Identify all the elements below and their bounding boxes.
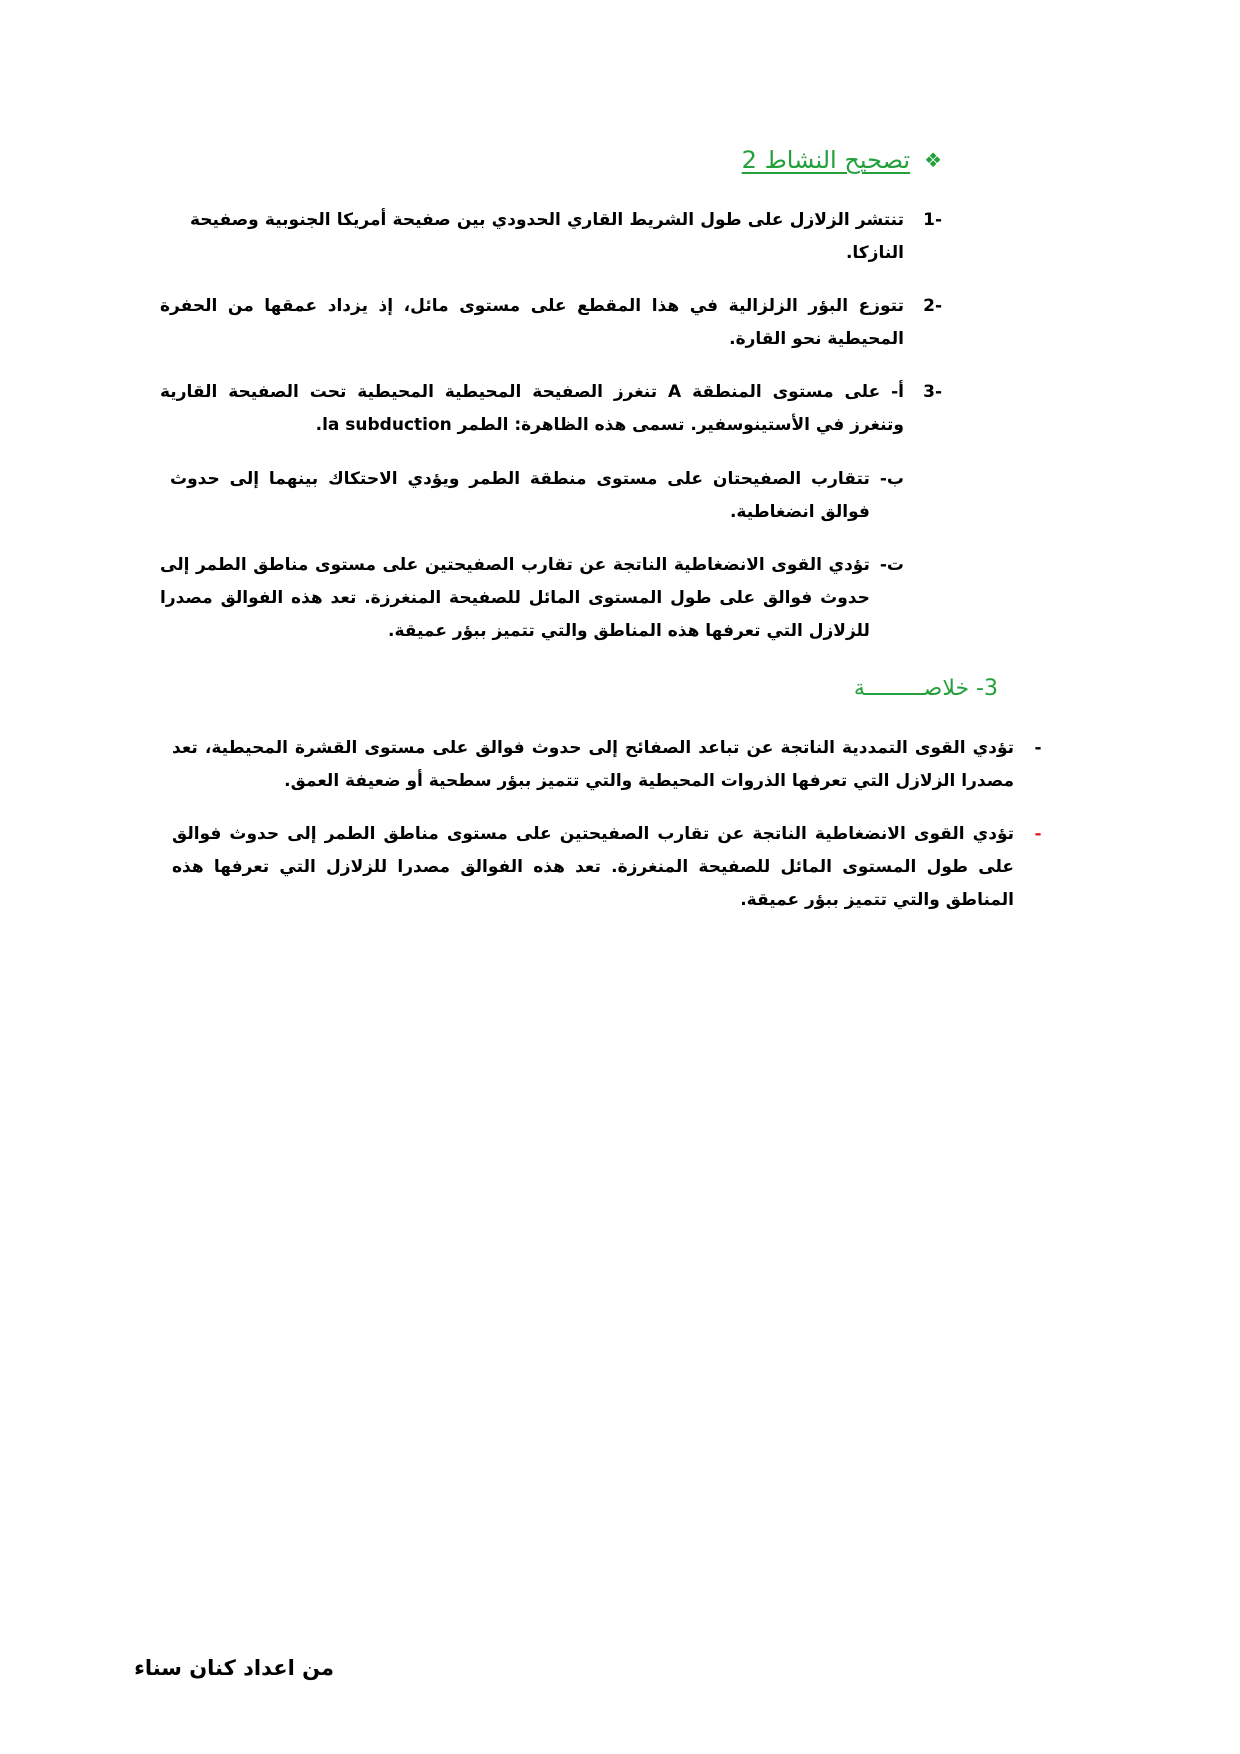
bullet-dash: - bbox=[1034, 824, 1042, 844]
summary-heading: 3- خلاصـــــــــة bbox=[853, 676, 998, 701]
answer-item-3b bbox=[170, 463, 904, 529]
sub-text: تتقارب الصفيحتان على مستوى منطقة الطمر ويؤدي الاحتكاك بينهما إلى حدوث فوالق انضغاطية. bbox=[170, 469, 870, 522]
answer-item-3c bbox=[160, 549, 904, 648]
answer-item-3a bbox=[160, 376, 942, 442]
answer-number: -3 bbox=[923, 382, 942, 402]
sub-mark: ت- bbox=[879, 555, 904, 575]
diamond-bullet-icon: ❖ bbox=[924, 148, 942, 172]
answer-text: أ- على مستوى المنطقة A تنغرز الصفيحة المحيطية المحيطية تحت الصفيحة القارية وتنغرز في الأستينوسفير. تسمى هذه الظاهرة: الطمر la subduction. bbox=[160, 382, 904, 435]
answer-number: -1 bbox=[923, 210, 942, 230]
answer-item-1 bbox=[190, 204, 942, 270]
author-footer: من اعداد كنان سناء bbox=[134, 1656, 334, 1680]
activity-heading bbox=[742, 146, 942, 174]
sub-text: تؤدي القوى الانضغاطية الناتجة عن تقارب الصفيحتين على مستوى مناطق الطمر إلى حدوث فوالق على طول المستوى المائل للصفيحة المنغرزة. تعد هذه الفوالق مصدرا للزلازل التي تعرفها هذه المناطق والتي تتميز ببؤر عميقة. bbox=[160, 555, 870, 641]
activity-title: تصحيح النشاط 2 bbox=[741, 146, 911, 174]
summary-bullet-1 bbox=[172, 732, 1062, 798]
answer-number: -2 bbox=[923, 296, 942, 316]
bullet-dash: - bbox=[1034, 738, 1042, 758]
summary-bullet-2 bbox=[172, 818, 1062, 917]
bullet-text: تؤدي القوى التمددية الناتجة عن تباعد الصفائح إلى حدوث فوالق على مستوى القشرة المحيطية، تعد مصدرا الزلازل التي تعرفها الذروات المحيطية والتي تتميز ببؤر سطحية أو ضعيفة العمق. bbox=[172, 738, 1014, 791]
bullet-text: تؤدي القوى الانضغاطية الناتجة عن تقارب الصفيحتين على مستوى مناطق الطمر إلى حدوث فوالق على طول المستوى المائل للصفيحة المنغرزة. تعد هذه الفوالق مصدرا للزلازل التي تعرفها هذه المناطق والتي تتميز ببؤر عميقة. bbox=[172, 824, 1014, 910]
answer-text: تتوزع البؤر الزلزالية في هذا المقطع على مستوى مائل، إذ يزداد عمقها من الحفرة المحيطية نحو القارة. bbox=[160, 296, 904, 349]
sub-mark: ب- bbox=[879, 469, 904, 489]
answer-text: تنتشر الزلازل على طول الشريط القاري الحدودي بين صفيحة أمريكا الجنوبية وصفيحة النازكا. bbox=[190, 210, 904, 263]
answer-item-2 bbox=[160, 290, 942, 356]
